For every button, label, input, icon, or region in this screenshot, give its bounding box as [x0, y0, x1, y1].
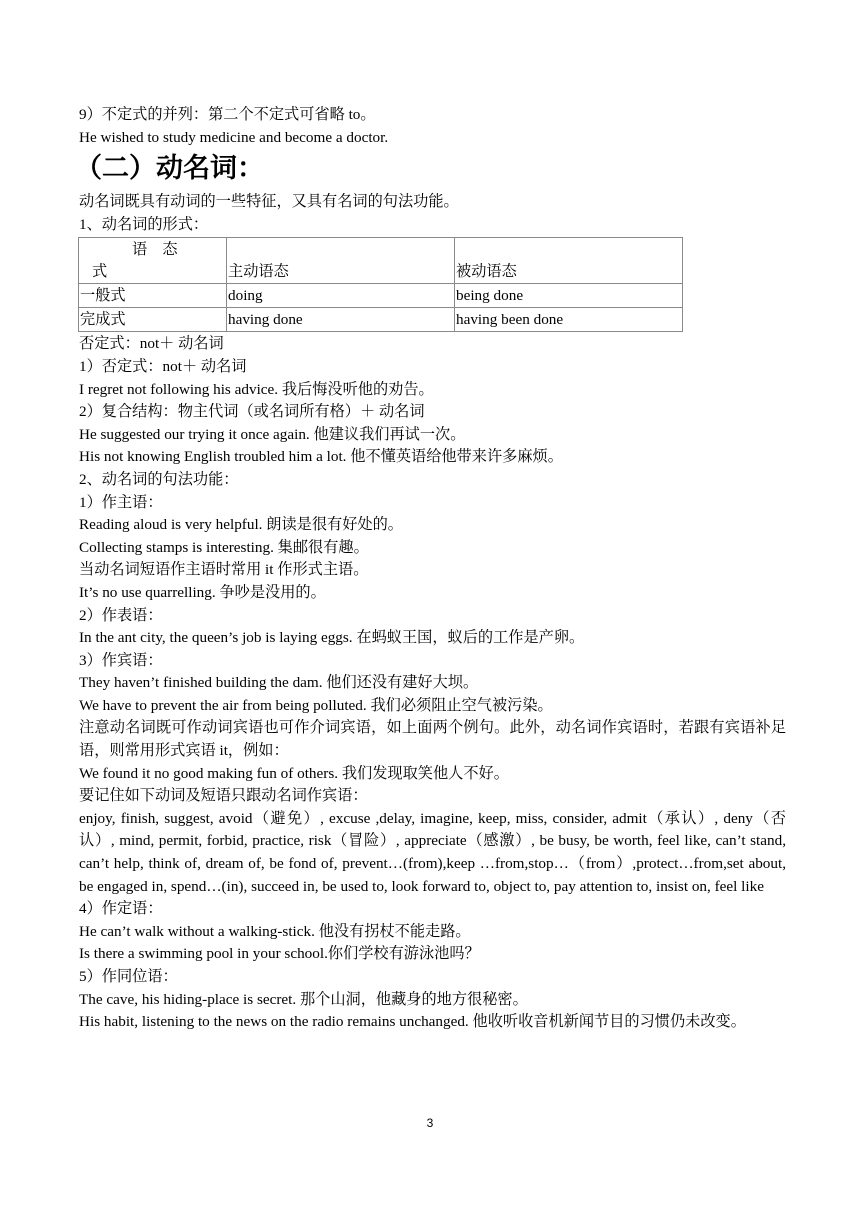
text-line: 1）否定式：not＋ 动名词 [79, 357, 247, 375]
row-label: 一般式 [79, 284, 227, 308]
text-line: 4）作定语： [79, 900, 163, 918]
page-number: 3 [426, 1116, 434, 1130]
text-line: Reading aloud is very helpful. 朗读是很有好处的。 [79, 516, 403, 534]
text-line: Collecting stamps is interesting. 集邮很有趣。 [79, 538, 369, 556]
row-label: 完成式 [79, 308, 227, 332]
cell-active: doing [227, 284, 455, 308]
paragraph-last: His habit, listening to the news on the radio remains unchanged. 他收听收音机新闻节目的习惯仍未改变。 [79, 1013, 746, 1031]
column-header-active: 主动语态 [227, 238, 455, 284]
text-line: His not knowing English troubled him a lot. 他不懂英语给他带来许多麻烦。 [79, 448, 563, 466]
text-line: In the ant city, the queen’s job is laying eggs. 在蚂蚁王国，蚁后的工作是产卵。 [79, 629, 585, 647]
paragraph-note: 注意动名词既可作动词宾语也可作介词宾语，如上面两个例句。此外，动名词作宾语时，若跟有宾语补足语，则常用形式宾语 it，例如： [79, 719, 786, 760]
text-line: 要记住如下动词及短语只跟动名词作宾语： [79, 787, 368, 805]
text-line: We found it no good making fun of others. 我们发现取笑他人不好。 [79, 764, 509, 782]
text-line: He suggested our trying it once again. 他建议我们再试一次。 [79, 425, 466, 443]
table-row [79, 308, 683, 332]
text-line: 动名词既具有动词的一些特征，又具有名词的句法功能。 [79, 193, 459, 211]
text-line: 5）作同位语： [79, 968, 178, 985]
text-line: The cave, his hiding-place is secret. 那个山洞，他藏身的地方很秘密。 [79, 990, 528, 1008]
column-header-passive: 被动语态 [455, 238, 683, 284]
text-line: They haven’t finished building the dam. 他们还没有建好大坝。 [79, 674, 479, 692]
text-line: 9）不定式的并列：第二个不定式可省略 to。 [79, 106, 376, 123]
text-line: Is there a swimming pool in your school.你们学校有游泳池吗？ [79, 945, 480, 963]
gerund-forms-table [78, 237, 683, 332]
text-line: 1）作主语： [79, 493, 163, 511]
text-line: He can’t walk without a walking-stick. 他没有拐杖不能走路。 [79, 922, 471, 940]
cell-passive: having been done [455, 308, 683, 332]
text-line: 当动名词短语作主语时常用 it 作形式主语。 [79, 561, 369, 579]
text-line: He wished to study medicine and become a doctor. [79, 128, 389, 146]
cell-passive: being done [455, 284, 683, 308]
section-heading: （二）动名词： [75, 153, 264, 185]
table-corner-cell [79, 238, 227, 284]
text-line: It’s no use quarrelling. 争吵是没用的。 [79, 583, 326, 601]
text-line: 3）作宾语： [79, 651, 163, 669]
text-line: 否定式：not＋ 动名词 [79, 335, 224, 353]
text-line: 2）作表语： [79, 606, 163, 624]
text-line: 1、动名词的形式： [79, 215, 209, 233]
table-row [79, 284, 683, 308]
corner-label-form: 式 [92, 263, 108, 281]
text-line: We have to prevent the air from being polluted. 我们必须阻止空气被污染。 [79, 696, 553, 714]
paragraph-verb-list: enjoy, finish, suggest, avoid（避免）, excuse ,delay, imagine, keep, miss, consider, admit（承认）, deny（否认）, mind, permit, forbid, practice, risk（冒险）, appreciate（感激）, be busy, be worth, feel like, can’t stand, can’t help, think of, dream of, be fond of, prevent…(from),keep …from,stop…（from）,protect…from,set about, be engaged in, spend…(in), succeed in, be used to, look forward to, object to, pay attention to, insist on, feel like [79, 809, 786, 895]
text-line: 2）复合结构：物主代词（或名词所有格）＋ 动名词 [79, 403, 425, 421]
page-content [75, 104, 786, 1034]
text-line: 2、动名词的句法功能： [79, 470, 239, 488]
corner-label-voice: 语 态 [132, 241, 178, 259]
table-header-row [79, 238, 683, 284]
cell-active: having done [227, 308, 455, 332]
text-line: I regret not following his advice. 我后悔没听他的劝告。 [79, 380, 434, 398]
